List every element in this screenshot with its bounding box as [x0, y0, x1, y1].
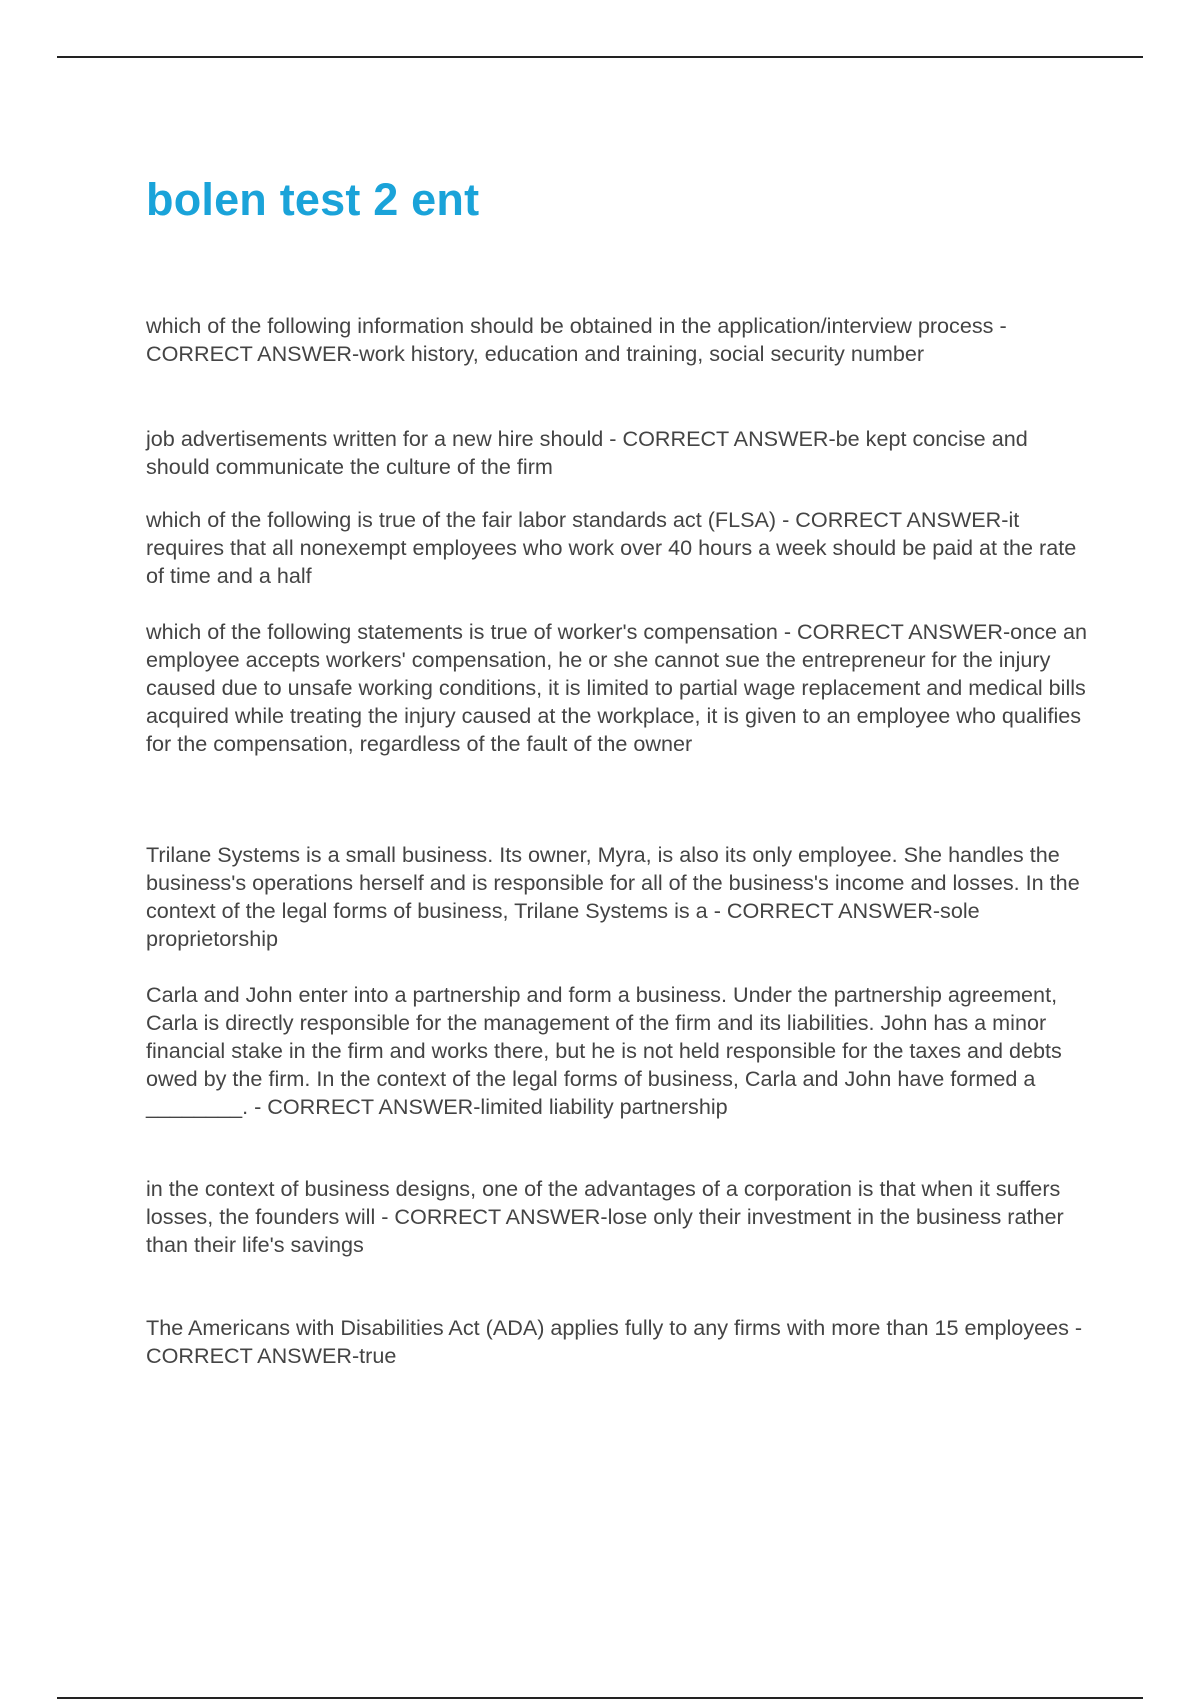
qa-item-3: which of the following is true of the fair labor standards act (FLSA) - CORRECT ANSWER-it requires that all nonexempt employees who work over 40 hours a week should be paid at the rate of time and a half — [146, 507, 1077, 588]
page-title: bolen test 2 ent — [146, 174, 480, 225]
qa-item-8: The Americans with Disabilities Act (ADA) applies fully to any firms with more than 15 employees - CORRECT ANSWER-true — [146, 1315, 1083, 1368]
qa-item-5: Trilane Systems is a small business. Its owner, Myra, is also its only employee. She handles the business's operations herself and is responsible for all of the business's income and losses. In the context of the legal forms of business, Trilane Systems is a - CORRECT ANSWER-sole proprietorship — [146, 842, 1080, 951]
bottom-rule — [57, 1697, 1143, 1699]
qa-item-2: job advertisements written for a new hire should - CORRECT ANSWER-be kept concise and should communicate the culture of the firm — [146, 426, 1028, 479]
qa-item-1: which of the following information should be obtained in the application/interview process - CORRECT ANSWER-work history, education and training, social security number — [146, 313, 1007, 366]
qa-item-6: Carla and John enter into a partnership and form a business. Under the partnership agreement, Carla is directly responsible for the management of the firm and its liabilities. John has a minor financial stake in the firm and works there, but he is not held responsible for the taxes and debts owed by the firm. In the context of the legal forms of business, Carla and John have formed a ________. - CORRECT ANSWER-limited liability partnership — [146, 982, 1062, 1119]
top-rule — [57, 56, 1143, 58]
qa-item-7: in the context of business designs, one of the advantages of a corporation is that when it suffers losses, the founders will - CORRECT ANSWER-lose only their investment in the business rather than their life's savings — [146, 1176, 1064, 1257]
qa-item-4: which of the following statements is true of worker's compensation - CORRECT ANSWER-once an employee accepts workers' compensation, he or she cannot sue the entrepreneur for the injury caused due to unsafe working conditions, it is limited to partial wage replacement and medical bills acquired while treating the injury caused at the workplace, it is given to an employee who qualifies for the compensation, regardless of the fault of the owner — [146, 619, 1088, 756]
